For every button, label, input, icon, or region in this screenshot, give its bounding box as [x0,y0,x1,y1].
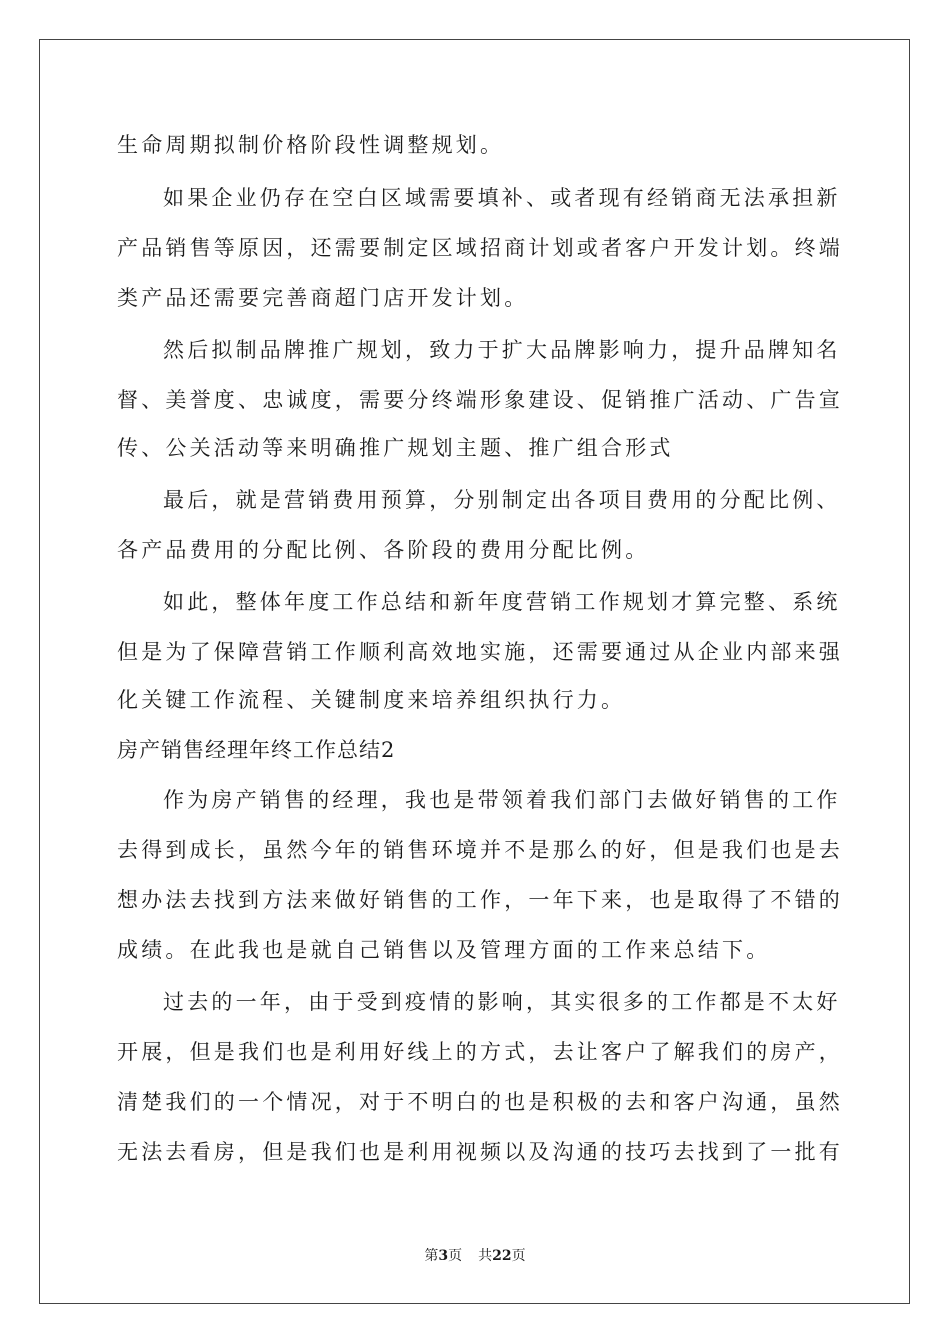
text-line: 无法去看房，但是我们也是利用视频以及沟通的技巧去找到了一批有 [117,1140,843,1164]
text-line: 清楚我们的一个情况，对于不明白的也是积极的去和客户沟通，虽然 [117,1090,843,1114]
paragraph-start: 如果企业仍存在空白区域需要填补、或者现有经销商无法承担新 [163,186,841,210]
text-line: 成绩。在此我也是就自己销售以及管理方面的工作来总结下。 [117,938,771,962]
paragraph-start: 最后，就是营销费用预算，分别制定出各项目费用的分配比例、 [163,488,841,512]
text-line: 去得到成长，虽然今年的销售环境并不是那么的好，但是我们也是去 [117,838,843,862]
text-line: 生命周期拟制价格阶段性调整规划。 [117,133,505,157]
page-prefix: 第 [424,1248,439,1264]
text-line: 但是为了保障营销工作顺利高效地实施，还需要通过从企业内部来强 [117,640,843,664]
text-line: 开展，但是我们也是利用好线上的方式，去让客户了解我们的房产， [117,1040,843,1064]
paragraph-start: 作为房产销售的经理，我也是带领着我们部门去做好销售的工作 [163,788,841,812]
page-number: 3 [438,1248,449,1264]
total-prefix: 共 [478,1248,493,1264]
paragraph-start: 过去的一年，由于受到疫情的影响，其实很多的工作都是不太好 [163,990,841,1014]
text-line: 想办法去找到方法来做好销售的工作，一年下来，也是取得了不错的 [117,888,843,912]
text-line: 传、公关活动等来明确推广规划主题、推广组合形式 [117,436,674,460]
total-pages: 22 [492,1248,512,1264]
total-suffix: 页 [511,1248,526,1264]
paragraph-start: 如此，整体年度工作总结和新年度营销工作规划才算完整、系统 [163,590,841,614]
page-suffix: 页 [448,1248,463,1264]
page-footer [0,1246,950,1266]
text-line: 化关键工作流程、关键制度来培养组织执行力。 [117,688,626,712]
text-line: 类产品还需要完善商超门店开发计划。 [117,286,529,310]
text-line: 督、美誉度、忠诚度，需要分终端形象建设、促销推广活动、广告宣 [117,388,843,412]
paragraph-start: 然后拟制品牌推广规划，致力于扩大品牌影响力，提升品牌知名 [163,338,841,362]
text-line: 产品销售等原因，还需要制定区域招商计划或者客户开发计划。终端 [117,236,843,260]
section-heading: 房产销售经理年终工作总结2 [117,738,396,762]
text-line: 各产品费用的分配比例、各阶段的费用分配比例。 [117,538,650,562]
